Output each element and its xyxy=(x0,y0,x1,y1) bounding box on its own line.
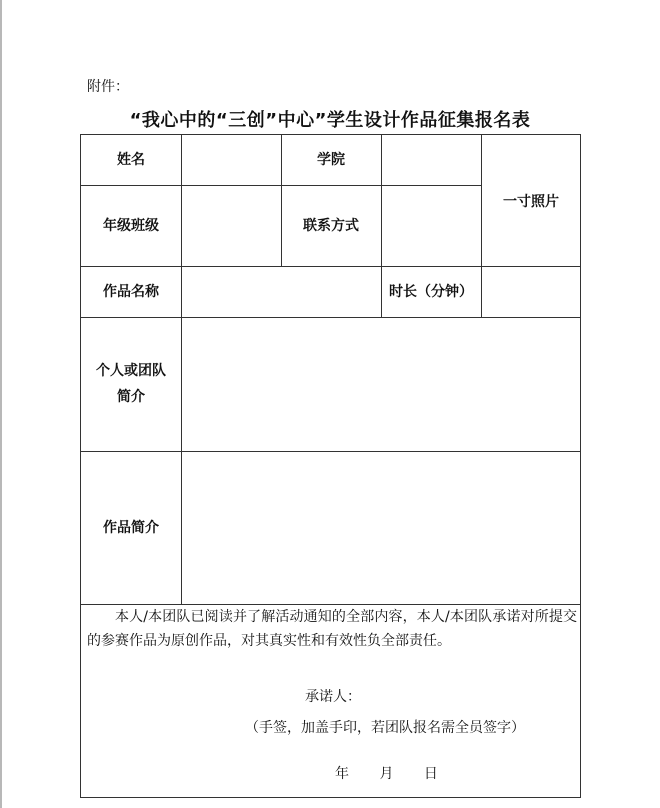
work-title-label: 作品名称 xyxy=(103,283,159,300)
profile-label xyxy=(81,317,181,451)
pledge-statement: 本人/本团队已阅读并了解活动通知的全部内容，本人/本团队承诺对所提交的参赛作品为原创作品，对其真实性和有效性负全部责任。 xyxy=(87,609,577,649)
contact-label: 联系方式 xyxy=(303,217,359,234)
name-field[interactable] xyxy=(182,136,280,184)
grade-class-field[interactable] xyxy=(182,186,280,265)
contact-field[interactable] xyxy=(382,186,480,265)
profile-label-line1: 个人或团队 xyxy=(96,363,166,379)
college-field[interactable] xyxy=(382,136,480,184)
signature-instructions: （手签，加盖手印，若团队报名需全员签字） xyxy=(245,720,525,736)
signature-date xyxy=(335,763,464,783)
photo-upload-area[interactable] xyxy=(482,136,580,265)
year-label: 年 xyxy=(335,766,349,782)
registration-form-table xyxy=(80,134,581,798)
work-intro-field[interactable] xyxy=(182,452,580,603)
form-title: “我心中的“三创”中心”学生设计作品征集报名表 xyxy=(129,110,531,131)
profile-field[interactable] xyxy=(182,318,580,450)
profile-label-line2: 简介 xyxy=(117,389,145,405)
day-label: 日 xyxy=(423,766,438,782)
duration-label: 时长（分钟） xyxy=(389,283,473,300)
month-label: 月 xyxy=(379,766,394,782)
duration-field[interactable] xyxy=(482,267,580,316)
name-label: 姓名 xyxy=(117,152,145,168)
photo-area-label: 一寸照片 xyxy=(503,194,559,210)
attachment-label: 附件： xyxy=(87,79,129,95)
work-title-field[interactable] xyxy=(182,267,380,316)
college-label: 学院 xyxy=(317,152,345,168)
promiser-label: 承诺人： xyxy=(305,689,361,705)
work-intro-label: 作品简介 xyxy=(103,519,159,536)
grade-class-label: 年级班级 xyxy=(103,217,159,234)
